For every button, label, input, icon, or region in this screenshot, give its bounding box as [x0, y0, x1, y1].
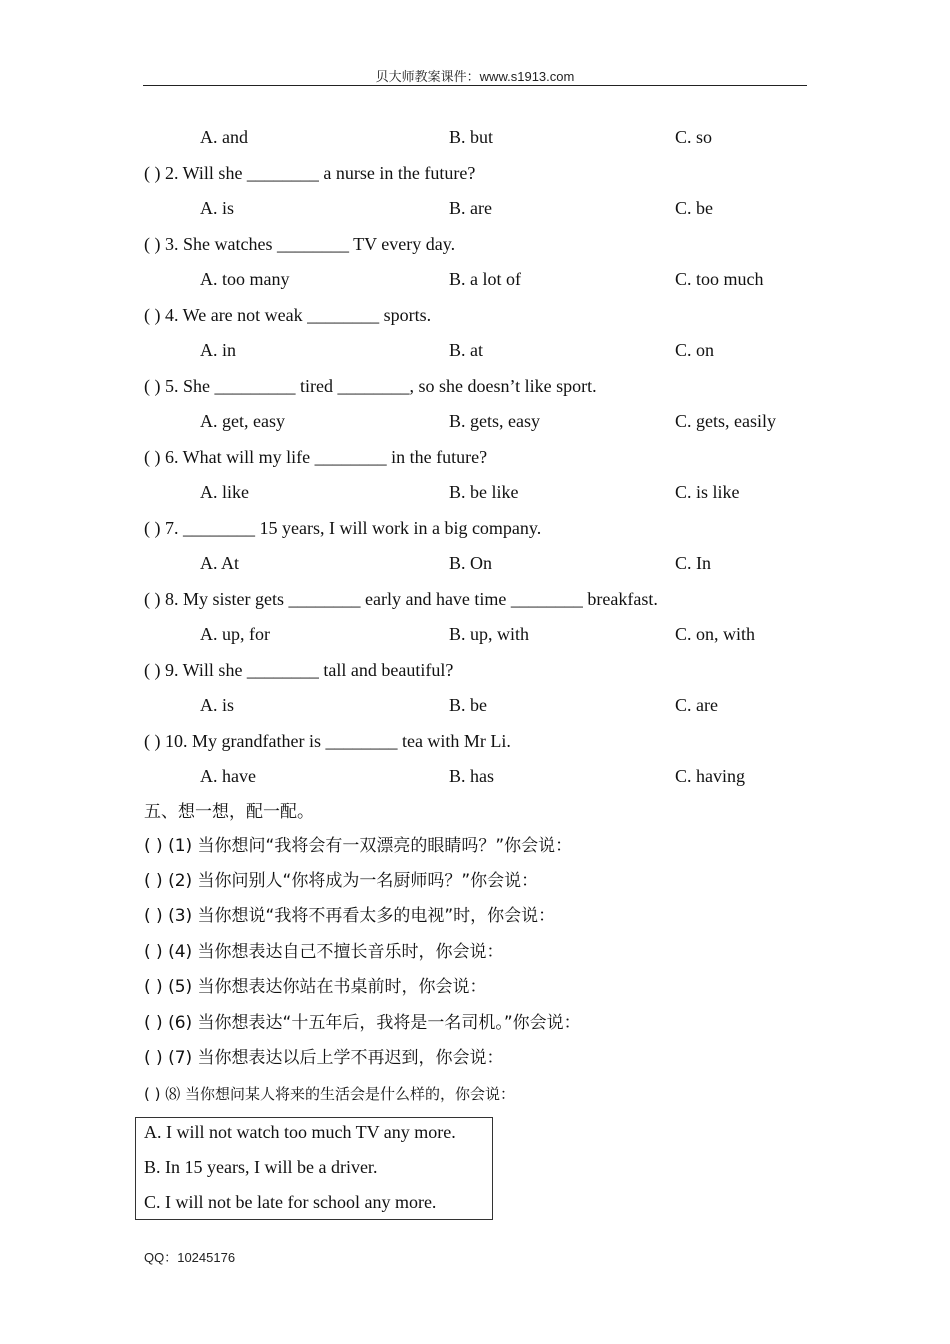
question-line	[0, 515, 950, 541]
option-c: C. too much	[675, 269, 764, 289]
options-row	[0, 337, 950, 363]
option-b: B. gets, easy	[449, 411, 540, 431]
question-text: ( ) 6. What will my life ________ in the future?	[144, 447, 488, 467]
options-row	[0, 195, 950, 221]
page-footer: QQ：10245176	[144, 1250, 236, 1265]
match-item-text: ( ) (1) 当你想问“我将会有一双漂亮的眼睛吗？”你会说：	[144, 836, 573, 856]
option-c: C. are	[675, 695, 718, 715]
match-item-text: ( ) (4) 当你想表达自己不擅长音乐时，你会说：	[144, 942, 504, 962]
header-divider	[143, 85, 807, 86]
option-c: C. on, with	[675, 624, 756, 644]
question-line	[0, 657, 950, 683]
page-header: 贝大师教案课件：www.s1913.com	[375, 69, 575, 84]
question-text: ( ) 7. ________ 15 years, I will work in a big company.	[144, 518, 542, 538]
match-item	[0, 1081, 950, 1107]
option-a: A. up, for	[200, 624, 270, 644]
question-line	[0, 728, 950, 754]
question-text: ( ) 9. Will she ________ tall and beautiful?	[144, 660, 454, 680]
option-a: A. in	[200, 340, 236, 360]
match-item-text: ( ) (2) 当你问别人“你将成为一名厨师吗？”你会说：	[144, 871, 539, 891]
question-line	[0, 444, 950, 470]
section-5-title: 五、想一想，配一配。	[144, 802, 314, 822]
match-item	[0, 903, 950, 929]
options-row	[0, 408, 950, 434]
section-title	[0, 799, 950, 825]
match-item-text: ( ) ⑻ 当你想问某人将来的生活会是什么样的，你会说：	[144, 1085, 516, 1103]
option-c: C. on	[675, 340, 715, 360]
option-b: B. at	[449, 340, 483, 360]
option-a: A. get, easy	[200, 411, 285, 431]
match-item	[0, 939, 950, 965]
match-item-text: ( ) (6) 当你想表达“十五年后，我将是一名司机。”你会说：	[144, 1013, 581, 1033]
option-a: A. too many	[200, 269, 290, 289]
option-b: B. a lot of	[449, 269, 521, 289]
match-item-text: ( ) (7) 当你想表达以后上学不再迟到，你会说：	[144, 1048, 504, 1068]
option-b: B. up, with	[449, 624, 530, 644]
answer-option-c: C. I will not be late for school any more.	[144, 1192, 437, 1212]
option-b: B. but	[449, 127, 494, 147]
option-b: B. has	[449, 766, 494, 786]
match-item	[0, 868, 950, 894]
options-row	[0, 692, 950, 718]
option-b: B. be like	[449, 482, 519, 502]
options-row	[0, 266, 950, 292]
option-b: B. On	[449, 553, 493, 573]
options-row	[0, 550, 950, 576]
option-b: B. be	[449, 695, 487, 715]
answer-option-b: B. In 15 years, I will be a driver.	[144, 1157, 378, 1177]
answer-options-box	[135, 1117, 493, 1220]
question-text: ( ) 3. She watches ________ TV every day.	[144, 234, 456, 254]
option-a: A. is	[200, 695, 235, 715]
option-a: A. like	[200, 482, 249, 502]
question-text: ( ) 4. We are not weak ________ sports.	[144, 305, 432, 325]
question-text: ( ) 5. She _________ tired ________, so she doesn’t like sport.	[144, 376, 597, 396]
options-row	[0, 621, 950, 647]
answer-option-a: A. I will not watch too much TV any more.	[144, 1122, 456, 1142]
option-b: B. are	[449, 198, 492, 218]
match-item	[0, 1010, 950, 1036]
question-line	[0, 302, 950, 328]
question-text: ( ) 10. My grandfather is ________ tea with Mr Li.	[144, 731, 511, 751]
option-a: A. At	[200, 553, 240, 573]
match-item	[0, 833, 950, 859]
options-row	[0, 479, 950, 505]
question-line	[0, 160, 950, 186]
option-c: C. In	[675, 553, 711, 573]
match-item	[0, 974, 950, 1000]
match-item-text: ( ) (3) 当你想说“我将不再看太多的电视”时，你会说：	[144, 906, 556, 926]
question-text: ( ) 8. My sister gets ________ early and have time ________ breakfast.	[144, 589, 658, 609]
option-c: C. gets, easily	[675, 411, 776, 431]
option-a: A. have	[200, 766, 256, 786]
options-row	[0, 763, 950, 789]
match-item-text: ( ) (5) 当你想表达你站在书桌前时，你会说：	[144, 977, 487, 997]
option-c: C. be	[675, 198, 713, 218]
question-line	[0, 373, 950, 399]
option-c: C. having	[675, 766, 745, 786]
options-row-q1	[0, 124, 950, 150]
question-text: ( ) 2. Will she ________ a nurse in the future?	[144, 163, 476, 183]
option-a: A. is	[200, 198, 235, 218]
option-a: A. and	[200, 127, 248, 147]
question-line	[0, 231, 950, 257]
question-line	[0, 586, 950, 612]
match-item	[0, 1045, 950, 1071]
option-c: C. so	[675, 127, 713, 147]
option-c: C. is like	[675, 482, 740, 502]
